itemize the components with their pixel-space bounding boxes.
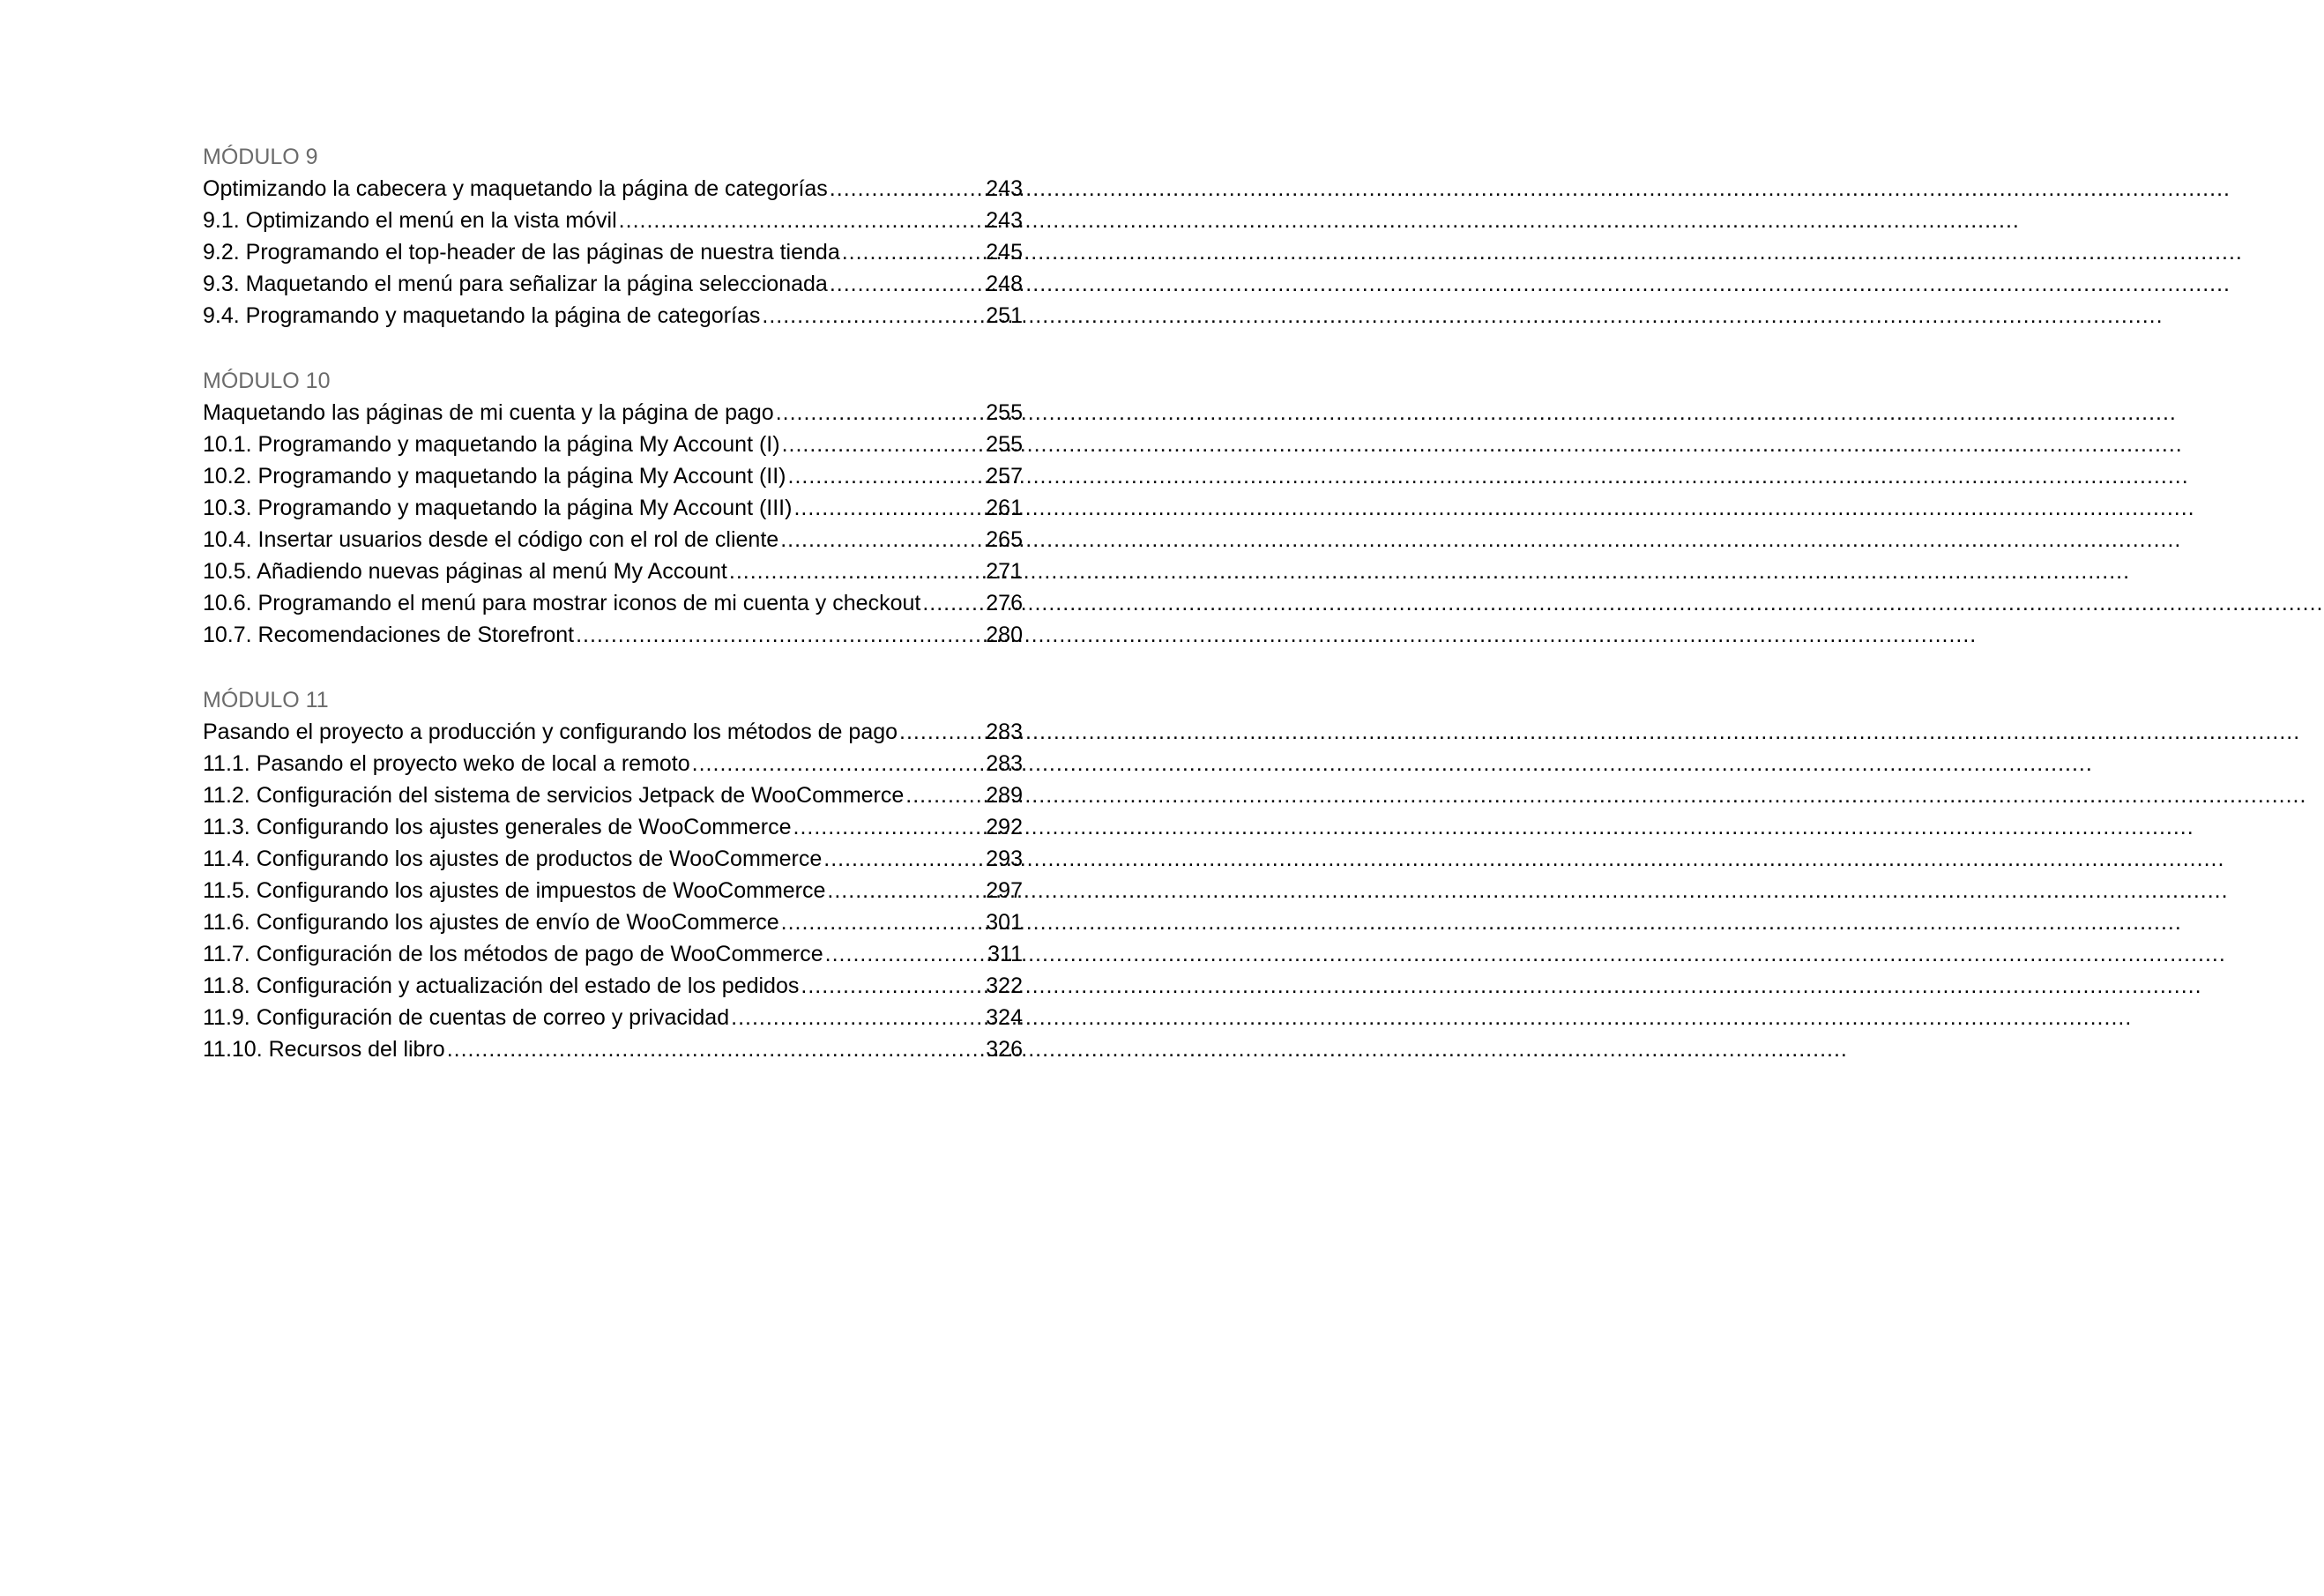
- module-11-section: [203, 684, 1023, 1065]
- toc-entry-title: 10.6. Programando el menú para mostrar iconos de mi cuenta y checkout: [203, 591, 921, 615]
- dot-leader: [899, 716, 984, 748]
- toc-entry-page: 251: [986, 303, 1023, 328]
- dot-leader: [776, 397, 985, 429]
- dot-leader: [905, 779, 984, 811]
- dot-leader: [619, 205, 985, 236]
- toc-entry[interactable]: [203, 556, 1023, 587]
- toc-entry-page: 261: [986, 496, 1023, 520]
- module-heading: MÓDULO 9: [203, 145, 318, 169]
- toc-entry-title: 11.2. Configuración del sistema de servicios Jetpack de WooCommerce: [203, 783, 905, 808]
- toc-entry-page: 293: [986, 846, 1023, 871]
- toc-entry-title: 11.1. Pasando el proyecto weko de local a remoto: [203, 751, 690, 776]
- toc-entry-title: 10.3. Programando y maquetando la página My Account (III): [203, 496, 793, 520]
- toc-entry[interactable]: [203, 300, 1023, 332]
- toc-entry-page: 311: [987, 942, 1023, 966]
- toc-entry[interactable]: [203, 205, 1023, 236]
- toc-entry-page: 301: [986, 910, 1023, 935]
- toc-entry-title: 11.7. Configuración de los métodos de pago de WooCommerce: [203, 942, 823, 966]
- dot-leader: [781, 906, 985, 938]
- toc-entry-title: Optimizando la cabecera y maquetando la página de categorías: [203, 176, 828, 201]
- dot-leader: [447, 1033, 985, 1065]
- dot-leader: [731, 1002, 984, 1033]
- toc-entry-page: 324: [986, 1005, 1023, 1030]
- toc-entry-title: 11.6. Configurando los ajustes de envío de WooCommerce: [203, 910, 779, 935]
- toc-entry-page: 255: [986, 400, 1023, 425]
- module-10-section: [203, 365, 1023, 651]
- toc-entry-page: 255: [986, 432, 1023, 457]
- dot-leader: [729, 556, 984, 587]
- toc-entry-page: 322: [986, 973, 1023, 998]
- dot-leader: [692, 748, 985, 779]
- toc-entry-title: 9.1. Optimizando el menú en la vista móvil: [203, 208, 617, 233]
- toc-entry-title: 11.10. Recursos del libro: [203, 1037, 445, 1062]
- toc-entry[interactable]: [203, 906, 1023, 938]
- dot-leader: [825, 938, 986, 970]
- toc-entry-title: 11.5. Configurando los ajustes de impuestos de WooCommerce: [203, 878, 826, 903]
- toc-entry-title: 9.3. Maquetando el menú para señalizar la página seleccionada: [203, 272, 828, 296]
- toc-entry-title: 11.3. Configurando los ajustes generales de WooCommerce: [203, 815, 792, 839]
- dot-leader: [788, 460, 985, 492]
- toc-entry-title: 9.2. Programando el top-header de las páginas de nuestra tienda: [203, 240, 840, 265]
- toc-entry-page: 292: [986, 815, 1023, 839]
- toc-entry-title: 10.2. Programando y maquetando la página My Account (II): [203, 464, 786, 488]
- dot-leader: [823, 843, 984, 875]
- toc-entry-page: 283: [986, 751, 1023, 776]
- toc-entry-title: 9.4. Programando y maquetando la página de categorías: [203, 303, 761, 328]
- toc-entry-page: 280: [986, 623, 1023, 647]
- module-heading: MÓDULO 11: [203, 688, 329, 712]
- toc-entry-page: 283: [986, 720, 1023, 744]
- toc-entry[interactable]: [203, 875, 1023, 906]
- dot-leader: [830, 173, 984, 205]
- toc-entry[interactable]: [203, 779, 1023, 811]
- dot-leader: [801, 970, 984, 1002]
- module-9-section: [203, 141, 1023, 332]
- dot-leader: [830, 268, 984, 300]
- dot-leader: [827, 875, 984, 906]
- toc-entry[interactable]: [203, 938, 1023, 970]
- toc-entry-page: 245: [986, 240, 1023, 265]
- toc-entry[interactable]: [203, 970, 1023, 1002]
- toc-entry-title: 10.7. Recomendaciones de Storefront: [203, 623, 575, 647]
- toc-entry-title: Maquetando las páginas de mi cuenta y la página de pago: [203, 400, 774, 425]
- toc-entry-title: 10.5. Añadiendo nuevas páginas al menú My Account: [203, 559, 727, 584]
- toc-entry[interactable]: [203, 587, 1023, 619]
- toc-entry-page: 289: [986, 783, 1023, 808]
- toc-entry-page: 276: [986, 591, 1023, 615]
- toc-entry-page: 326: [986, 1037, 1023, 1062]
- toc-entry[interactable]: [203, 1033, 1023, 1065]
- toc-entry[interactable]: [203, 1002, 1023, 1033]
- toc-entry-page: 248: [986, 272, 1023, 296]
- toc-entry[interactable]: [203, 524, 1023, 556]
- module-heading: MÓDULO 10: [203, 369, 331, 393]
- toc-entry[interactable]: [203, 429, 1023, 460]
- toc-entry-title: 10.1. Programando y maquetando la página My Account (I): [203, 432, 780, 457]
- toc-entry[interactable]: [203, 619, 1023, 651]
- toc-entry-title: 11.4. Configurando los ajustes de productos de WooCommerce: [203, 846, 823, 871]
- toc-entry-page: 271: [986, 559, 1023, 584]
- dot-leader: [922, 587, 984, 619]
- toc-entry-page: 265: [986, 527, 1023, 552]
- table-of-contents: [203, 141, 1023, 1099]
- toc-entry[interactable]: [203, 492, 1023, 524]
- dot-leader: [793, 492, 984, 524]
- toc-entry-page: 257: [986, 464, 1023, 488]
- toc-entry[interactable]: [203, 843, 1023, 875]
- toc-entry[interactable]: [203, 173, 1023, 205]
- toc-entry[interactable]: [203, 748, 1023, 779]
- toc-entry-page: 243: [986, 208, 1023, 233]
- toc-entry[interactable]: [203, 397, 1023, 429]
- dot-leader: [842, 236, 985, 268]
- dot-leader: [762, 300, 984, 332]
- toc-entry[interactable]: [203, 268, 1023, 300]
- toc-entry-page: 297: [986, 878, 1023, 903]
- toc-entry-title: 10.4. Insertar usuarios desde el código con el rol de cliente: [203, 527, 779, 552]
- toc-entry[interactable]: [203, 811, 1023, 843]
- dot-leader: [576, 619, 984, 651]
- toc-entry-title: 11.8. Configuración y actualización del estado de los pedidos: [203, 973, 800, 998]
- dot-leader: [782, 429, 985, 460]
- toc-entry[interactable]: [203, 236, 1023, 268]
- toc-entry-title: 11.9. Configuración de cuentas de correo y privacidad: [203, 1005, 730, 1030]
- dot-leader: [793, 811, 985, 843]
- toc-entry-title: Pasando el proyecto a producción y configurando los métodos de pago: [203, 720, 898, 744]
- toc-entry[interactable]: [203, 460, 1023, 492]
- toc-entry-page: 243: [986, 176, 1023, 201]
- toc-entry[interactable]: [203, 716, 1023, 748]
- dot-leader: [780, 524, 984, 556]
